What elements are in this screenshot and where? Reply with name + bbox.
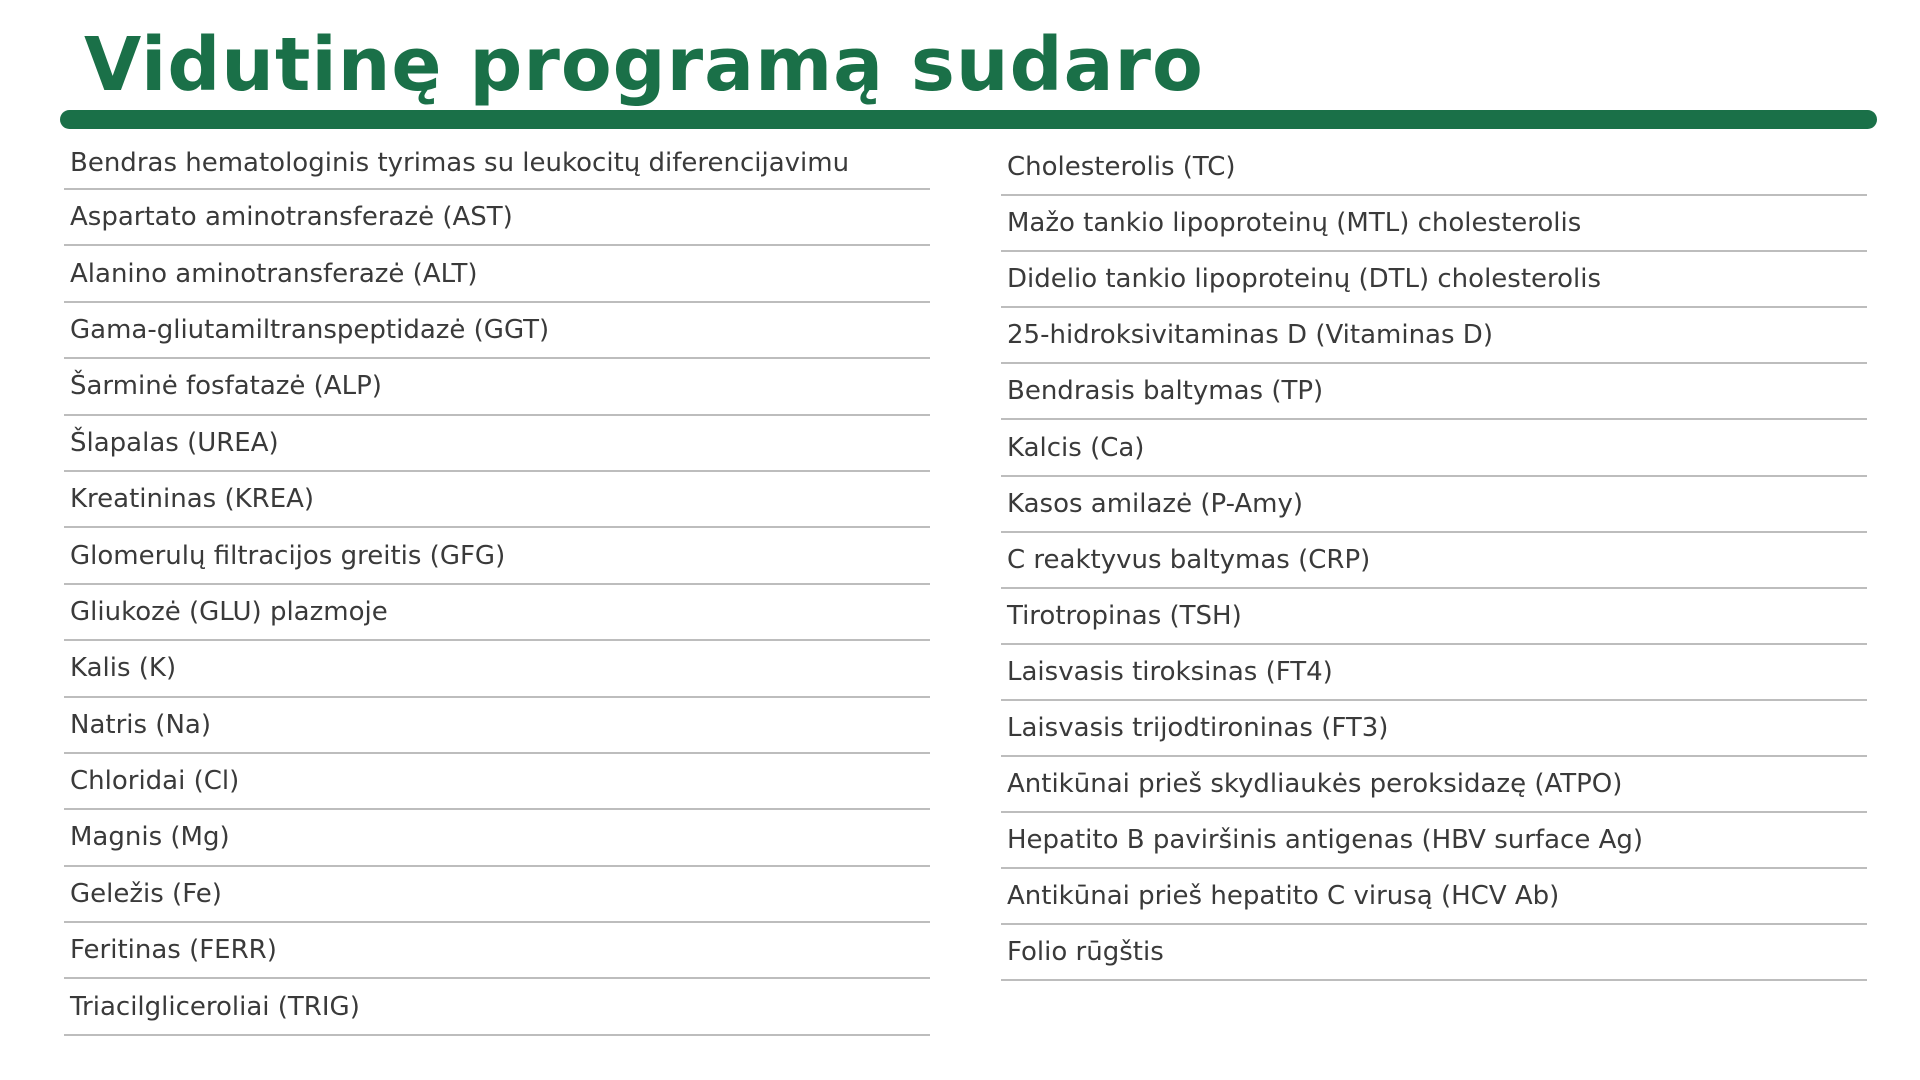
test-item: Didelio tankio lipoproteinų (DTL) cholesterolis xyxy=(1001,252,1867,308)
test-item: Mažo tankio lipoproteinų (MTL) cholesterolis xyxy=(1001,196,1867,252)
test-item: Cholesterolis (TC) xyxy=(1001,140,1867,196)
test-item: Kasos amilazė (P-Amy) xyxy=(1001,477,1867,533)
test-item: Šlapalas (UREA) xyxy=(64,416,930,472)
test-item: 25-hidroksivitaminas D (Vitaminas D) xyxy=(1001,308,1867,364)
test-item: Šarminė fosfatazė (ALP) xyxy=(64,359,930,415)
test-item: Alanino aminotransferazė (ALT) xyxy=(64,246,930,302)
test-item: Chloridai (Cl) xyxy=(64,754,930,810)
test-item: Hepatito B paviršinis antigenas (HBV surface Ag) xyxy=(1001,813,1867,869)
test-item: Bendrasis baltymas (TP) xyxy=(1001,364,1867,420)
test-item: Bendras hematologinis tyrimas su leukocitų diferencijavimu xyxy=(64,138,930,190)
test-item: Feritinas (FERR) xyxy=(64,923,930,979)
page-title: Vidutinę programą sudaro xyxy=(84,22,1204,108)
test-item: Tirotropinas (TSH) xyxy=(1001,589,1867,645)
test-item: Glomerulų filtracijos greitis (GFG) xyxy=(64,528,930,584)
test-item: Antikūnai prieš skydliaukės peroksidazę (ATPO) xyxy=(1001,757,1867,813)
test-item: Kalcis (Ca) xyxy=(1001,420,1867,476)
test-list-left xyxy=(64,138,930,1036)
test-item: Triacilgliceroliai (TRIG) xyxy=(64,979,930,1035)
title-underline xyxy=(60,110,1877,129)
test-item: Aspartato aminotransferazė (AST) xyxy=(64,190,930,246)
test-item: Magnis (Mg) xyxy=(64,810,930,866)
test-item: Geležis (Fe) xyxy=(64,867,930,923)
test-item: Laisvasis tiroksinas (FT4) xyxy=(1001,645,1867,701)
test-item: Laisvasis trijodtironinas (FT3) xyxy=(1001,701,1867,757)
test-item: Kreatininas (KREA) xyxy=(64,472,930,528)
test-item: Natris (Na) xyxy=(64,698,930,754)
test-item: Gliukozė (GLU) plazmoje xyxy=(64,585,930,641)
test-item: Folio rūgštis xyxy=(1001,925,1867,981)
test-item: C reaktyvus baltymas (CRP) xyxy=(1001,533,1867,589)
test-item: Gama-gliutamiltranspeptidazė (GGT) xyxy=(64,303,930,359)
test-item: Kalis (K) xyxy=(64,641,930,697)
test-list-right xyxy=(1001,140,1867,981)
test-item: Antikūnai prieš hepatito C virusą (HCV Ab) xyxy=(1001,869,1867,925)
